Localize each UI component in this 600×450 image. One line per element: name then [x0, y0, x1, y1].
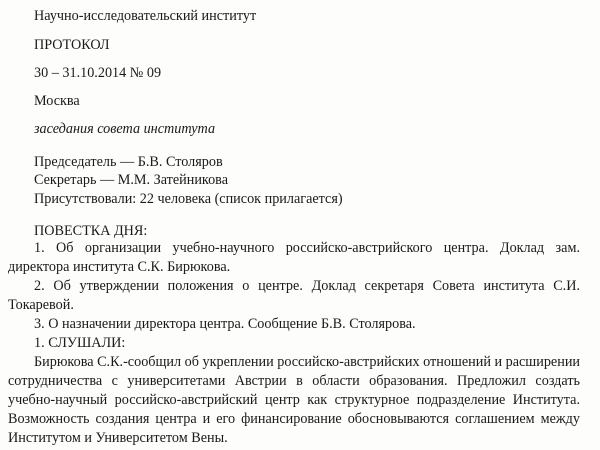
secretary-line: Секретарь — М.М. Затейникова [34, 172, 228, 188]
agenda-heading: ПОВЕСТКА ДНЯ: [34, 223, 148, 239]
agenda-item [8, 239, 580, 277]
agenda-item [8, 277, 580, 315]
city: Москва [34, 93, 80, 109]
agenda-item-number: 1. [34, 240, 45, 256]
chair-line: Председатель — Б.В. Столяров [34, 154, 223, 170]
heard-text: Бирюкова С.К.-сообщил об укреплении российско-австрийских отношений и расширении сотрудничества с университетами Австрии в области образования. Предложил создать учебно-научный российско-австрийский центр как структурное подразделение Института. Возможность создания центра и его финансирование обосновываются соглашением между Институтом и Университетом Вены. [8, 354, 580, 446]
agenda-item [8, 315, 580, 334]
present-line: Присутствовали: 22 человека (список прилагается) [34, 191, 343, 207]
document-title: заседания совета института [34, 121, 216, 137]
date-and-number: 30 – 31.10.2014 № 09 [34, 65, 162, 81]
agenda-item-text: Об организации учебно-научного российско-австрийского центра. Доклад зам. директора института С.К. Бирюкова. [8, 240, 580, 275]
agenda-item-number: 2. [34, 278, 45, 294]
institution-name: Научно-исследовательский институт [34, 8, 257, 24]
agenda-item-text: О назначении директора центра. Сообщение Б.В. Столярова. [48, 316, 416, 332]
document-type: ПРОТОКОЛ [34, 37, 110, 53]
agenda-item-number: 3. [34, 316, 45, 332]
agenda-item-text: Об утверждении положения о центре. Доклад секретаря Совета института С.И. Токаревой. [8, 278, 581, 313]
heard-heading: 1. СЛУШАЛИ: [34, 335, 126, 351]
agenda-list [8, 239, 580, 448]
